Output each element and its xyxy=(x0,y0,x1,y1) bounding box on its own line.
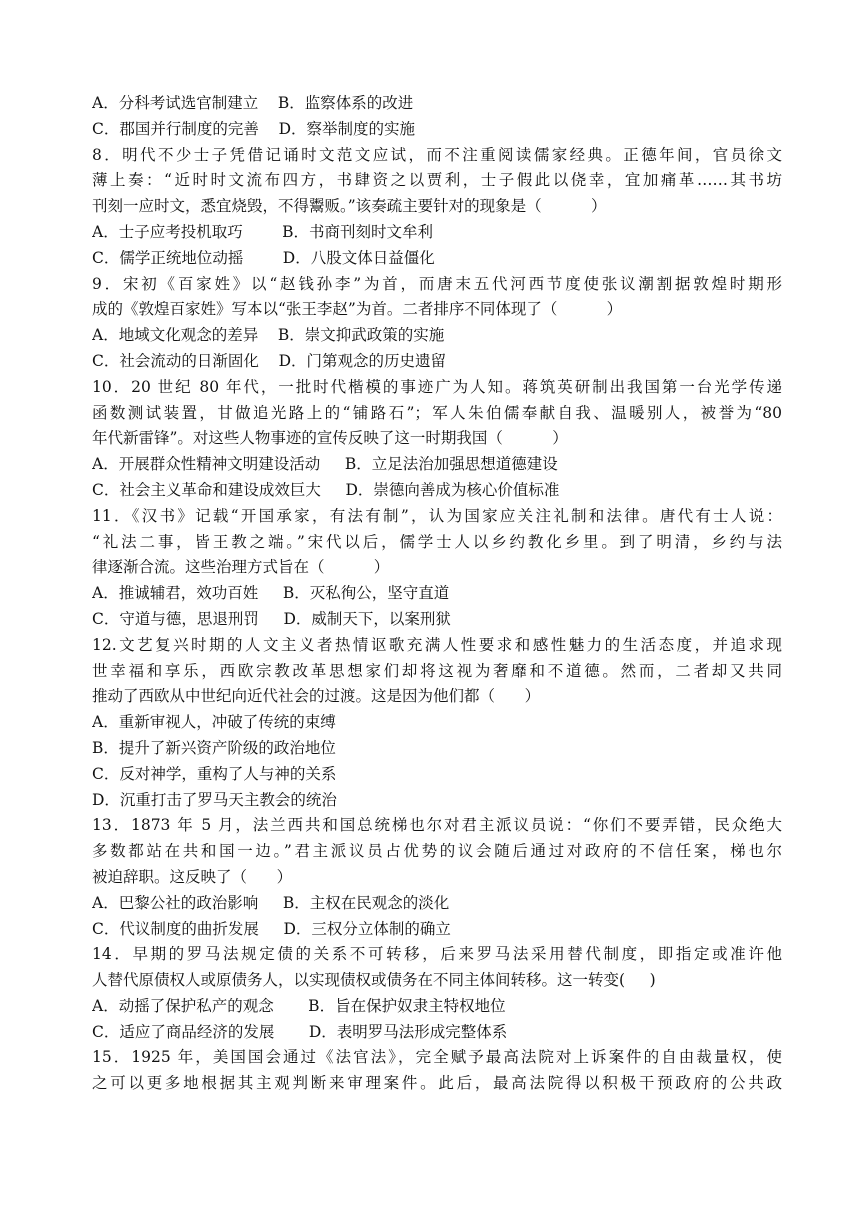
option-12a: A．重新审视人，冲破了传统的束缚 xyxy=(92,713,336,732)
question-13-stem-3: 被迫辞职。这反映了（ ） xyxy=(92,867,293,886)
option-line-14ab: A．动摇了保护私产的观念 B．旨在保护奴隶主特权地位 xyxy=(92,996,506,1015)
option-line-11ab: A．推诚辅君，效功百姓 B．灭私徇公，坚守直道 xyxy=(92,584,450,603)
option-line-14cd: C．适应了商品经济的发展 D．表明罗马法形成完整体系 xyxy=(92,1022,508,1041)
question-14-stem-2: 人替代原债权人或原债务人，以实现债权或债务在不同主体间转移。这一转变( ) xyxy=(92,971,656,990)
question-15-stem-2: 之可以更多地根据其主观判断来审理案件。此后，最高法院得以积极干预政府的公共政 xyxy=(92,1074,782,1093)
question-12-stem-1: 12.文艺复兴时期的人文主义者热情讴歌充满人性要求和感性魅力的生活态度，并追求现 xyxy=(92,635,782,654)
question-15-stem-1: 15．1925 年，美国国会通过《法官法》，完全赋予最高法院对上诉案件的自由裁量权，使 xyxy=(92,1048,782,1067)
option-12d: D．沉重打击了罗马天主教会的统治 xyxy=(92,790,337,809)
question-8-stem-1: 8．明代不少士子凭借记诵时文范文应试，而不注重阅读儒家经典。正德年间，官员徐文 xyxy=(92,145,782,164)
option-line-13cd: C．代议制度的曲折发展 D．三权分立体制的确立 xyxy=(92,919,451,938)
option-line-8cd: C．儒学正统地位动摇 D．八股文体日益僵化 xyxy=(92,248,435,267)
option-line-11cd: C．守道与德，思退刑罚 D．威制天下，以案刑狱 xyxy=(92,609,451,628)
option-line-7ab: A．分科考试选官制建立 B．监察体系的改进 xyxy=(92,94,414,112)
question-10-stem-2: 函数测试装置，甘做追光路上的“铺路石”；军人朱伯儒奉献自我、温暖别人，被誉为“80 xyxy=(92,403,782,422)
question-12-stem-3: 推动了西欧从中世纪向近代社会的过渡。这是因为他们都（ ） xyxy=(92,687,541,706)
option-line-9ab: A．地域文化观念的差异 B．崇文抑武政策的实施 xyxy=(92,326,445,345)
question-9-stem-1: 9．宋初《百家姓》以“赵钱孙李”为首，而唐末五代河西节度使张议潮割据敦煌时期形 xyxy=(92,274,782,293)
question-8-stem-2: 薄上奏：“近时时文流布四方，书肆资之以贾利，士子假此以侥幸，宜加痛革……其书坊 xyxy=(92,171,782,190)
question-10-stem-1: 10．20 世纪 80 年代，一批时代楷模的事迹广为人知。蒋筑英研制出我国第一台光学传递 xyxy=(92,377,782,396)
option-line-7cd: C．郡国并行制度的完善 D．察举制度的实施 xyxy=(92,119,415,138)
question-10-stem-3: 年代新雷锋”。对这些人物事迹的宣传反映了这一时期我国（ ） xyxy=(92,429,568,448)
option-line-10ab: A．开展群众性精神文明建设活动 B．立足法治加强思想道德建设 xyxy=(92,455,558,474)
question-8-stem-3: 刊刻一应时文，悉宜烧毁，不得鬻贩。”该奏疏主要针对的现象是（ ） xyxy=(92,197,607,216)
question-12-stem-2: 世幸福和享乐，西欧宗教改革思想家们却将这视为奢靡和不道德。然而，二者却又共同 xyxy=(92,661,782,680)
option-line-8ab: A．士子应考投机取巧 B．书商刊刻时文牟利 xyxy=(92,222,434,241)
option-12c: C．反对神学，重构了人与神的关系 xyxy=(92,764,337,783)
question-13-stem-2: 多数都站在共和国一边。”君主派议员占优势的议会随后通过对政府的不信任案，梯也尔 xyxy=(92,842,782,861)
option-line-10cd: C．社会主义革命和建设成效巨大 D．崇德向善成为核心价值标准 xyxy=(92,480,560,499)
option-line-9cd: C．社会流动的日渐固化 D．门第观念的历史遗留 xyxy=(92,351,446,370)
option-line-13ab: A．巴黎公社的政治影响 B．主权在民观念的淡化 xyxy=(92,893,450,912)
question-11-stem-2: “礼法二事，皆王教之端。”宋代以后，儒学士人以乡约教化乡里。到了明清，乡约与法 xyxy=(92,532,782,551)
question-9-stem-2: 成的《敦煌百家姓》写本以“张王李赵”为首。二者排序不同体现了（ ） xyxy=(92,300,623,319)
question-13-stem-1: 13．1873 年 5 月，法兰西共和国总统梯也尔对君主派议员说：“你们不要弄错，民众绝大 xyxy=(92,816,782,835)
option-12b: B．提升了新兴资产阶级的政治地位 xyxy=(92,738,336,757)
question-11-stem-3: 律逐渐合流。这些治理方式旨在（ ） xyxy=(92,558,390,577)
question-14-stem-1: 14．早期的罗马法规定债的关系不可转移，后来罗马法采用替代制度，即指定或准许他 xyxy=(92,945,782,964)
question-11-stem-1: 11．《汉书》记载“开国承家，有法有制”，认为国家应关注礼制和法律。唐代有士人说： xyxy=(92,506,782,525)
